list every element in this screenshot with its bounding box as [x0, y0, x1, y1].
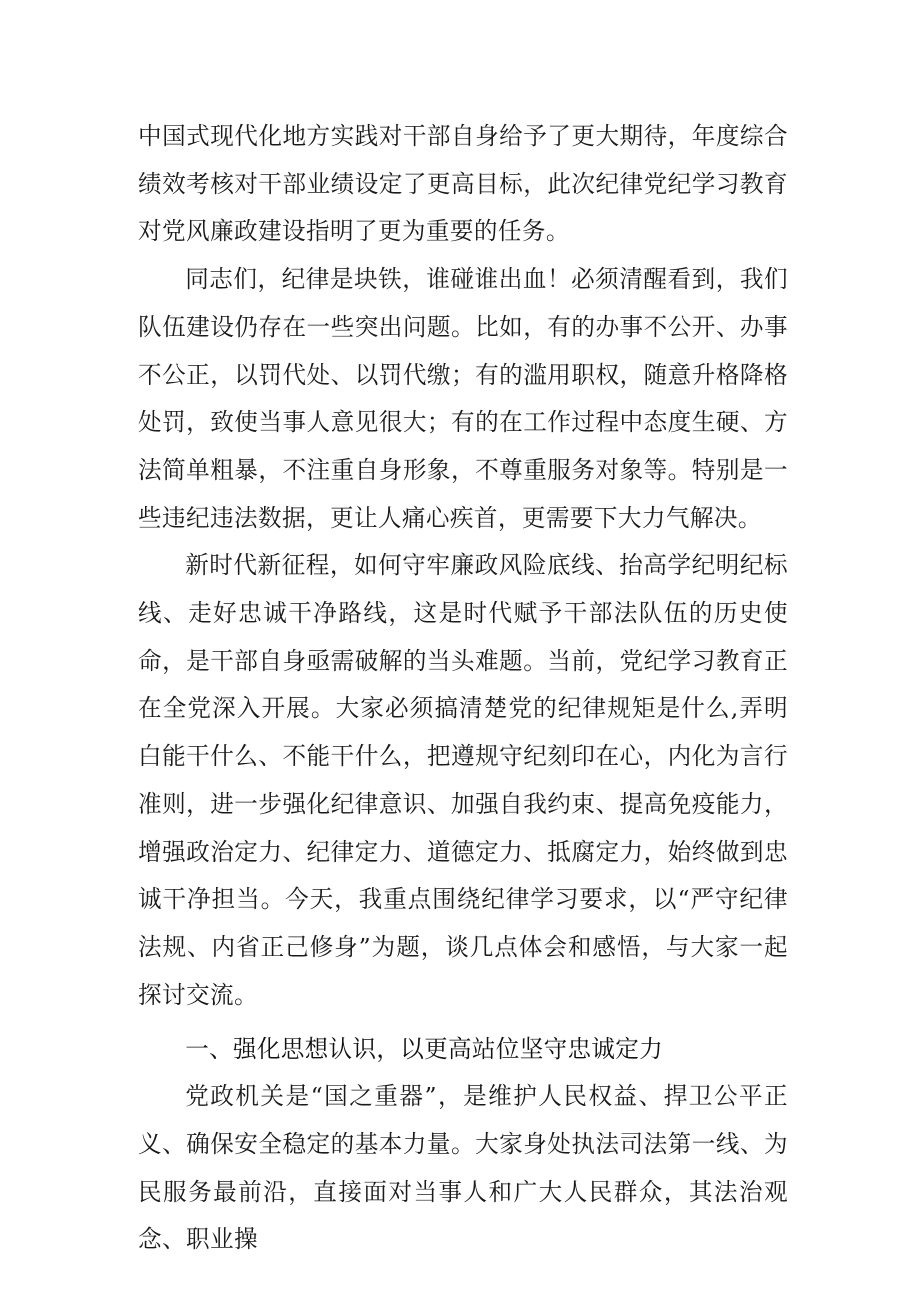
paragraph-party-organs: 党政机关是“国之重器”，是维护人民权益、捍卫公平正义、确保安全稳定的基本力量。大家身处执法司法第一线、为民服务最前沿，直接面对当事人和广大人民群众，其法治观念、职业操 — [138, 1082, 788, 1254]
paragraph-discipline-problems: 同志们，纪律是块铁，谁碰谁出血！必须清醒看到，我们队伍建设仍存在一些突出问题。比如，有的办事不公开、办事不公正，以罚代处、以罚代缴；有的滥用职权，随意升格降格处罚，致使当事人意见很大；有的在工作过程中态度生硬、方法简单粗暴，不注重自身形象，不尊重服务对象等。特别是一些违纪违法数据，更让人痛心疾首，更需要下大力气解决。 — [138, 265, 788, 532]
document-body — [138, 113, 788, 1264]
paragraph-new-era-mission: 新时代新征程，如何守牢廉政风险底线、抬高学纪明纪标线、走好忠诚干净路线，这是时代赋予干部法队伍的历史使命，是干部自身亟需破解的当头难题。当前，党纪学习教育正在全党深入开展。大家必须搞清楚党的纪律规矩是什么,弄明白能干什么、不能干什么，把遵规守纪刻印在心，内化为言行准则，进一步强化纪律意识、加强自我约束、提高免疫能力，增强政治定力、纪律定力、道德定力、抵腐定力，始终做到忠诚干净担当。今天，我重点围绕纪律学习要求，以“严守纪律法规、内省正己修身”为题，谈几点体会和感悟，与大家一起探讨交流。 — [138, 551, 788, 1009]
paragraph-continued: 中国式现代化地方实践对干部自身给予了更大期待，年度综合绩效考核对干部业绩设定了更高目标，此次纪律党纪学习教育对党风廉政建设指明了更为重要的任务。 — [138, 122, 788, 246]
section-heading-1: 一、强化思想认识，以更高站位坚守忠诚定力 — [185, 1035, 664, 1064]
